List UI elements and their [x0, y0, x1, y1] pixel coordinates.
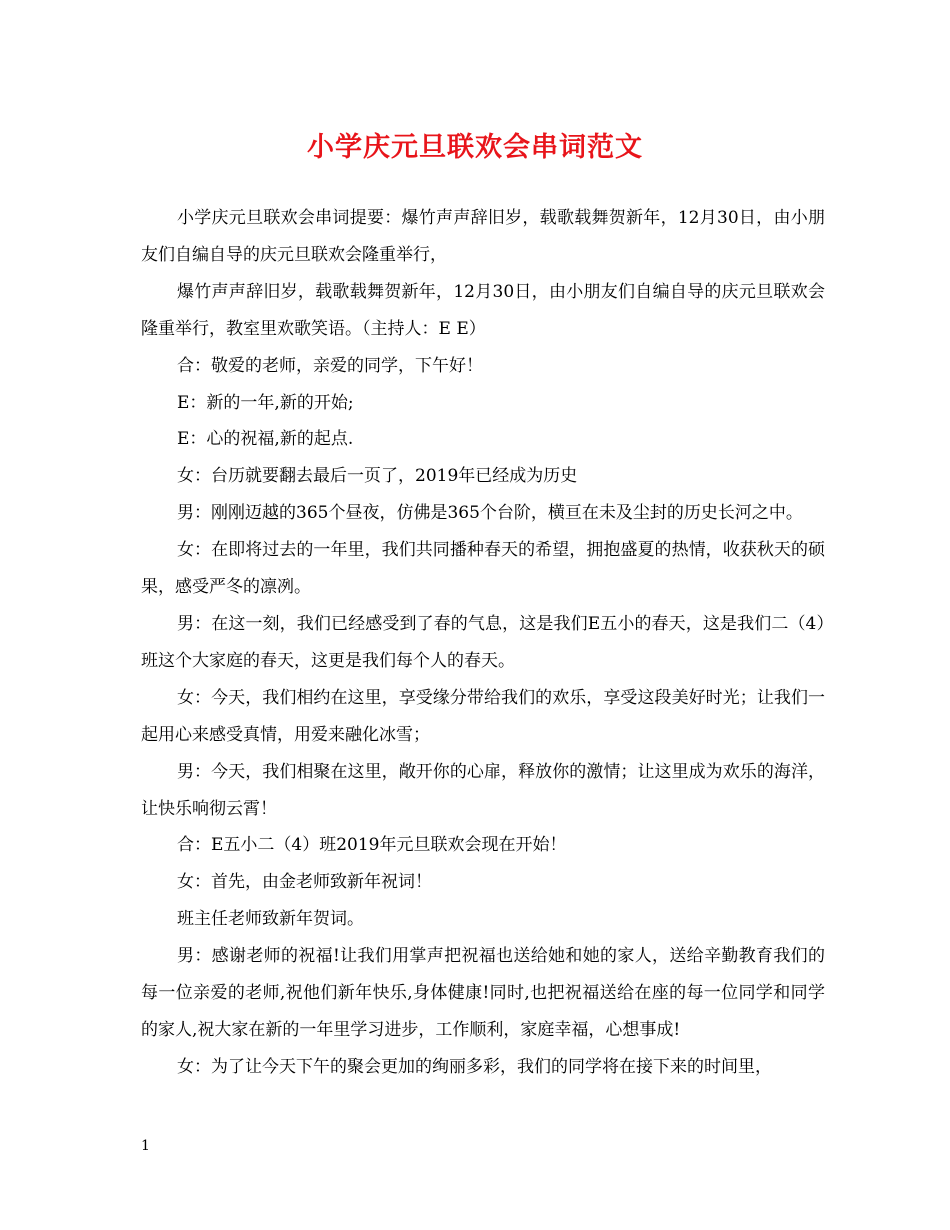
page-number: 1 — [141, 1138, 150, 1154]
paragraph-line: 班主任老师致新年贺词。 — [177, 909, 364, 930]
document-title: 小学庆元旦联欢会串词范文 — [307, 132, 643, 163]
paragraph-line: 女：台历就要翻去最后一页了，2019年已经成为历史 — [177, 466, 578, 487]
paragraph-line: 女：在即将过去的一年里，我们共同播种春天的希望，拥抱盛夏的热情，收获秋天的硕果，感受严冬的凛冽。 — [141, 540, 825, 598]
paragraph-line: 合：敬爱的老师，亲爱的同学，下午好！ — [177, 355, 483, 376]
paragraph-line: 女：今天，我们相约在这里，享受缘分带给我们的欢乐，享受这段美好时光；让我们一起用心来感受真情，用爱来融化冰雪； — [141, 687, 825, 745]
paragraph-line: 女：为了让今天下午的聚会更加的绚丽多彩，我们的同学将在接下来的时间里， — [177, 1056, 772, 1077]
paragraph-line: 合：E五小二（4）班2019年元旦联欢会现在开始！ — [177, 835, 567, 856]
paragraph-line: E：新的一年,新的开始; — [177, 392, 354, 413]
paragraph-line: E：心的祝福,新的起点. — [177, 429, 354, 450]
paragraph-line: 男：感谢老师的祝福!让我们用掌声把祝福也送给她和她的家人，送给辛勤教育我们的每一位亲爱的老师,祝他们新年快乐,身体健康!同时,也把祝福送给在座的每一位同学和同学的家人,祝大家在新的一年里学习进步，工作顺利，家庭幸福，心想事成! — [141, 946, 825, 1040]
document-body — [141, 200, 825, 1086]
paragraph-intro: 爆竹声声辞旧岁，载歌载舞贺新年，12月30日，由小朋友们自编自导的庆元旦联欢会隆重举行，教室里欢歌笑语。（主持人：E E） — [141, 281, 825, 339]
paragraph-line: 男：在这一刻，我们已经感受到了春的气息，这是我们E五小的春天，这是我们二（4）班这个大家庭的春天，这更是我们每个人的春天。 — [141, 613, 825, 671]
paragraph-summary: 小学庆元旦联欢会串词提要：爆竹声声辞旧岁，载歌载舞贺新年，12月30日，由小朋友们自编自导的庆元旦联欢会隆重举行， — [141, 208, 825, 265]
paragraph-line: 女：首先，由金老师致新年祝词！ — [177, 872, 432, 893]
paragraph-line: 男：今天，我们相聚在这里，敞开你的心扉，释放你的激情；让这里成为欢乐的海洋，让快乐响彻云霄！ — [141, 761, 825, 819]
paragraph-line: 男：刚刚迈越的365个昼夜，仿佛是365个台阶，横亘在未及尘封的历史长河之中。 — [177, 503, 803, 524]
